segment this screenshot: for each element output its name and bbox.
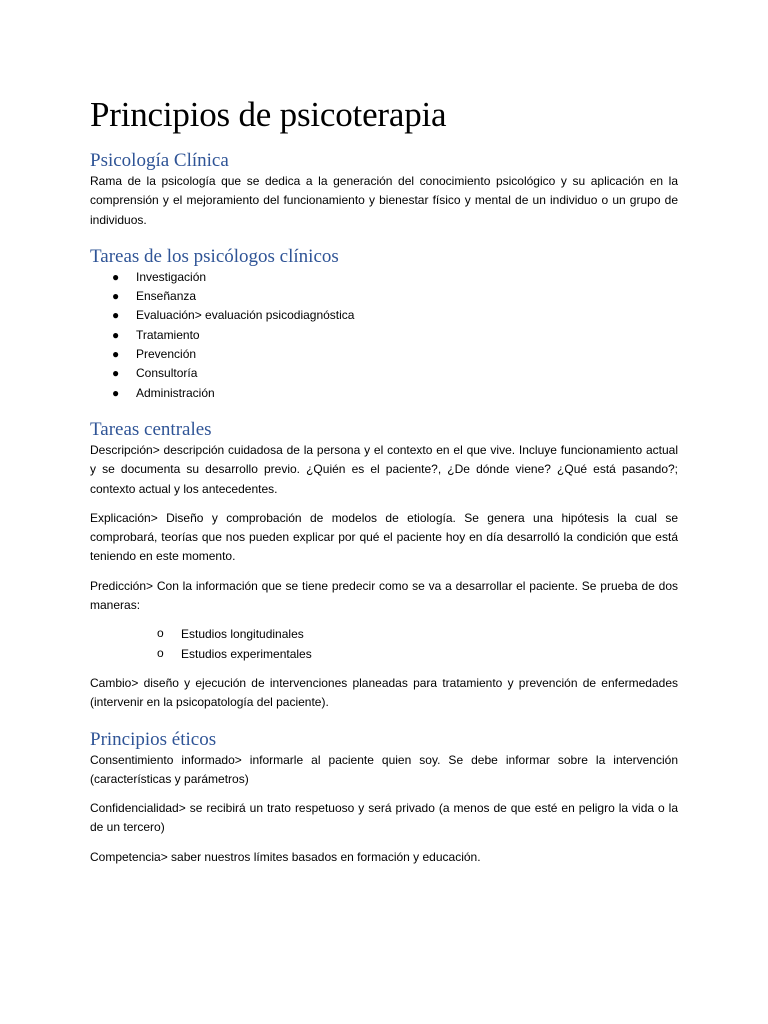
paragraph-cambio: Cambio> diseño y ejecución de intervenciones planeadas para tratamiento y prevención de enfermedades (intervenir en la psicopatología del paciente).	[90, 675, 678, 710]
heading-principios-eticos: Principios éticos	[90, 728, 217, 750]
bullet-icon: ●	[112, 289, 120, 304]
bullet-icon: ●	[112, 327, 120, 342]
heading-tareas-centrales: Tareas centrales	[90, 418, 212, 440]
paragraph-explicacion: Explicación> Diseño y comprobación de modelos de etiología. Se genera una hipótesis la cual se comprobará, teorías que nos pueden explicar por qué el paciente hoy en día desarrolló la condición que está teniendo en este momento.	[90, 510, 678, 564]
prediccion-list	[90, 625, 678, 664]
bullet-icon: ●	[112, 366, 120, 381]
bullet-icon: ●	[112, 308, 120, 323]
list-item: ● Consultoría	[90, 364, 678, 383]
heading-psicologia-clinica: Psicología Clínica	[90, 150, 229, 171]
page-title: Principios de psicoterapia	[90, 95, 447, 134]
bullet-icon: ●	[112, 347, 120, 362]
list-item: ● Investigación	[90, 268, 678, 287]
hollow-circle-icon: o	[157, 645, 164, 660]
bullet-icon: ●	[112, 385, 120, 400]
list-item: ● Tratamiento	[90, 326, 678, 345]
list-item: ● Prevención	[90, 345, 678, 364]
tareas-psicologos-list	[90, 268, 678, 403]
heading-tareas-psicologos: Tareas de los psicólogos clínicos	[90, 245, 339, 267]
list-item: o Estudios longitudinales	[90, 625, 678, 644]
paragraph-confidencialidad: Confidencialidad> se recibirá un trato respetuoso y será privado (a menos de que esté en peligro la vida o la de un tercero)	[90, 801, 678, 835]
paragraph-prediccion: Predicción> Con la información que se tiene predecir como se va a desarrollar el paciente. Se prueba de dos maneras:	[90, 578, 678, 613]
paragraph-descripcion: Descripción> descripción cuidadosa de la persona y el contexto en el que vive. Incluye funcionamiento actual y se documenta su desarrollo previo. ¿Quién es el paciente?, ¿De dónde viene? ¿Qué está pasando?; contexto actual y los antecedentes.	[90, 442, 678, 496]
list-item: ● Evaluación> evaluación psicodiagnóstica	[90, 306, 678, 325]
paragraph-consentimiento: Consentimiento informado> informarle al paciente quien soy. Se debe informar sobre la intervención (características y parámetros)	[90, 752, 678, 786]
paragraph-competencia: Competencia> saber nuestros límites basados en formación y educación.	[90, 849, 481, 864]
hollow-circle-icon: o	[157, 626, 164, 641]
list-item: o Estudios experimentales	[90, 645, 678, 664]
bullet-icon: ●	[112, 269, 120, 284]
document-page	[90, 94, 678, 867]
paragraph-psicologia-clinica: Rama de la psicología que se dedica a la generación del conocimiento psicológico y su aplicación en la comprensión y el mejoramiento del funcionamiento y bienestar físico y mental de un individuo o un grupo de individuos.	[90, 174, 678, 227]
list-item: ● Enseñanza	[90, 287, 678, 306]
list-item: ● Administración	[90, 384, 678, 403]
